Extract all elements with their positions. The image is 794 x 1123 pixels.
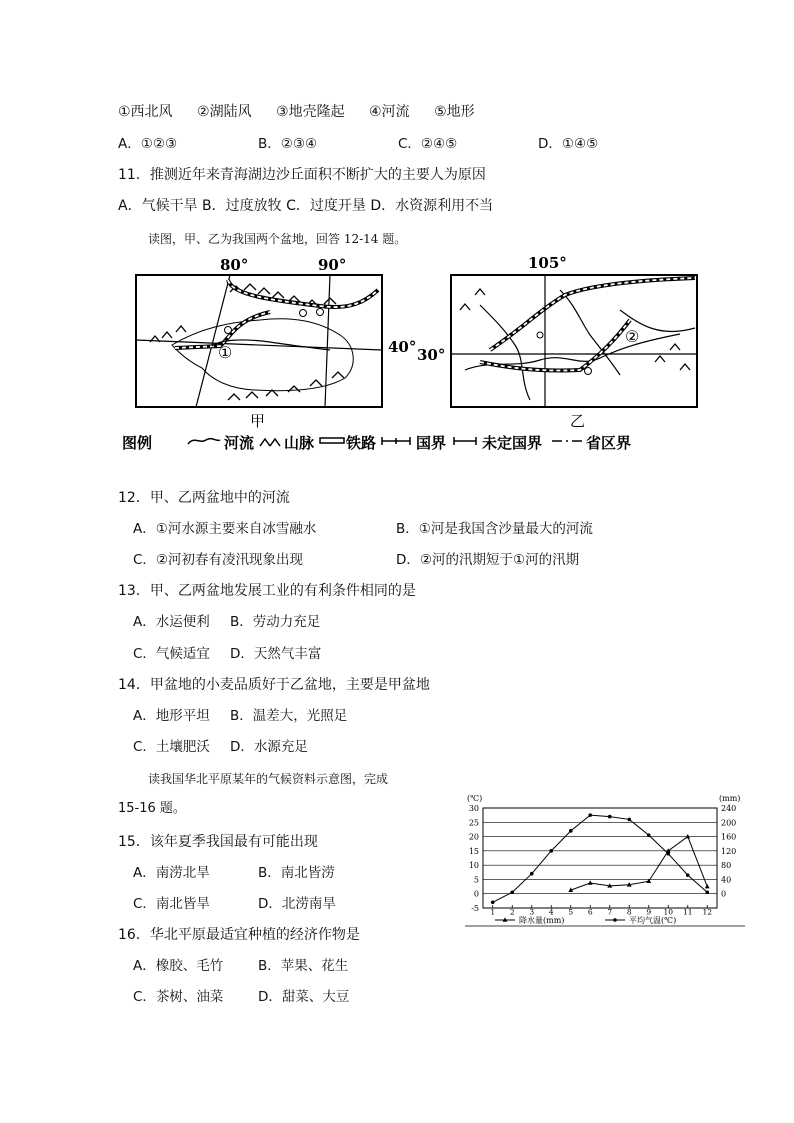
- x-tick-label: 1: [490, 907, 496, 917]
- factor-item: ②湖陆风: [197, 104, 252, 120]
- map-jia-lon1: 80°: [220, 256, 249, 274]
- x-tick-label: 8: [626, 907, 632, 917]
- q10-option-a[interactable]: A．①②③: [118, 136, 178, 152]
- q11-options: [118, 197, 493, 215]
- map-yi-lat: 30°: [417, 346, 446, 364]
- q10-option-c[interactable]: C．②④⑤: [398, 136, 458, 152]
- river: [480, 305, 530, 400]
- map-yi-marker: ②: [625, 327, 640, 346]
- legend-mountain-icon: [260, 439, 280, 446]
- right-tick-label: 160: [721, 832, 737, 842]
- temperature-point: [647, 833, 651, 837]
- q11-option-b[interactable]: B．过度放牧: [202, 198, 282, 214]
- map-jia-caption: 甲: [250, 412, 266, 430]
- right-axis-unit: (mm): [719, 794, 741, 803]
- q14-option-d[interactable]: D．水源充足: [230, 739, 308, 755]
- legend-mountain: 山脉: [284, 434, 315, 452]
- temperature-point: [569, 829, 573, 833]
- q16-stem: 16．华北平原最适宜种植的经济作物是: [118, 927, 360, 943]
- temperature-point: [705, 890, 709, 894]
- factor-item: ③地壳隆起: [276, 104, 345, 120]
- map-intro: 读图，甲、乙为我国两个盆地，回答 12-14 题。: [148, 232, 407, 246]
- temperature-point: [666, 852, 670, 856]
- q15-stem: 15．该年夏季我国最有可能出现: [118, 834, 318, 850]
- railway: [480, 320, 630, 371]
- x-tick-label: 10: [663, 907, 674, 917]
- x-tick-label: 3: [529, 907, 535, 917]
- legend-railway-icon: [320, 438, 344, 443]
- x-tick-label: 2: [509, 907, 515, 917]
- map-yi-caption: 乙: [570, 412, 586, 430]
- left-tick-label: 0: [473, 889, 479, 899]
- map-yi-lon: 105°: [528, 254, 567, 272]
- precipitation-point: [685, 834, 690, 838]
- q10-option-b[interactable]: B．②③④: [258, 136, 318, 152]
- temperature-point: [686, 873, 690, 877]
- legend-river-icon: [188, 439, 220, 444]
- left-tick-label: 20: [468, 832, 479, 842]
- x-tick-label: 12: [702, 907, 713, 917]
- left-tick-label: -5: [471, 904, 479, 913]
- right-tick-label: 0: [721, 889, 727, 899]
- right-tick-label: 200: [721, 818, 737, 828]
- right-tick-label: 80: [721, 861, 732, 871]
- q13-option-d[interactable]: D．天然气丰富: [230, 646, 322, 662]
- temperature-point: [588, 813, 592, 817]
- q14-option-a[interactable]: A．地形平坦: [133, 708, 210, 724]
- left-tick-label: 30: [468, 804, 479, 813]
- q13-option-c[interactable]: C．气候适宜: [133, 646, 210, 662]
- q16-option-b[interactable]: B．苹果、花生: [258, 958, 349, 974]
- x-tick-label: 6: [587, 907, 593, 917]
- q11-stem: 11．推测近年来青海湖边沙丘面积不断扩大的主要人为原因: [118, 167, 486, 183]
- factor-item: ④河流: [369, 104, 410, 120]
- q11-option-d[interactable]: D．水资源利用不当: [370, 198, 494, 214]
- q12-option-c[interactable]: C．②河初春有凌汛现象出现: [133, 552, 304, 568]
- precipitation-point: [705, 884, 710, 888]
- climate-chart: [455, 790, 750, 930]
- temperature-point: [627, 818, 631, 822]
- q15-option-b[interactable]: B．南北皆涝: [258, 865, 335, 881]
- q15-option-d[interactable]: D．北涝南旱: [258, 896, 336, 912]
- q16-option-c[interactable]: C．茶树、油菜: [133, 989, 224, 1005]
- q11-option-c[interactable]: C．过度开垦: [286, 198, 366, 214]
- left-tick-label: 10: [468, 861, 479, 871]
- legend-undetermined: 未定国界: [482, 434, 543, 452]
- q14-option-b[interactable]: B．温差大，光照足: [230, 708, 348, 724]
- temperature-point: [510, 890, 514, 894]
- q16-option-a[interactable]: A．橡胶、毛竹: [133, 958, 224, 974]
- left-axis-unit: (℃): [467, 794, 483, 803]
- q14-option-c[interactable]: C．土壤肥沃: [133, 739, 210, 755]
- map-yi-frame: [451, 275, 697, 407]
- q15-option-a[interactable]: A．南涝北旱: [133, 865, 210, 881]
- map-jia-lon2: 90°: [318, 256, 347, 274]
- legend-province: 省区界: [586, 434, 632, 452]
- legend-railway: 铁路: [346, 434, 377, 452]
- map-jia-marker: ①: [218, 343, 233, 362]
- legend-border-icon: [382, 437, 410, 445]
- q14-stem: 14．甲盆地的小麦品质好于乙盆地，主要是甲盆地: [118, 677, 430, 693]
- q10-factors: [118, 103, 475, 121]
- temperature-point: [549, 849, 553, 853]
- legend-undetermined-icon: [454, 437, 476, 445]
- climate-intro-line1: 读我国华北平原某年的气候资料示意图，完成: [148, 772, 389, 786]
- legend-river: 河流: [224, 434, 255, 452]
- chart-frame: [483, 808, 717, 908]
- q13-stem: 13．甲、乙两盆地发展工业的有利条件相同的是: [118, 583, 416, 599]
- factor-item: ⑤地形: [434, 104, 475, 120]
- legend-precip-label: 降水量(mm): [519, 916, 565, 925]
- x-tick-label: 4: [548, 907, 554, 917]
- x-tick-label: 5: [568, 907, 574, 917]
- legend-temp-marker: [613, 918, 617, 922]
- basin-maps: [120, 250, 730, 460]
- map-jia-lat: 40°: [388, 338, 417, 356]
- right-tick-label: 120: [721, 846, 737, 856]
- right-tick-label: 240: [721, 804, 737, 813]
- series-line: [493, 815, 708, 902]
- factor-item: ①西北风: [118, 104, 173, 120]
- q11-option-a[interactable]: A．气候干旱: [118, 198, 198, 214]
- x-tick-label: 11: [682, 907, 693, 917]
- series-line: [571, 837, 708, 891]
- q13-option-b[interactable]: B．劳动力充足: [230, 614, 321, 630]
- q12-option-d[interactable]: D．②河的汛期短于①河的汛期: [396, 552, 580, 568]
- legend-temp-label: 平均气温(℃): [629, 916, 677, 925]
- left-tick-label: 25: [468, 818, 479, 828]
- legend-border: 国界: [416, 434, 447, 452]
- left-tick-label: 5: [473, 875, 479, 885]
- x-tick-label: 9: [646, 907, 652, 917]
- q16-option-d[interactable]: D．甜菜、大豆: [258, 989, 350, 1005]
- temperature-point: [530, 872, 534, 876]
- left-tick-label: 15: [468, 846, 479, 856]
- q15-option-c[interactable]: C．南北皆旱: [133, 896, 210, 912]
- mountain-range: [150, 326, 186, 342]
- q12-option-b[interactable]: B．①河是我国含沙量最大的河流: [396, 521, 593, 537]
- right-tick-label: 40: [721, 875, 732, 885]
- climate-intro-line2: 15-16 题。: [118, 801, 186, 816]
- temperature-point: [608, 815, 612, 819]
- q12-option-a[interactable]: A．①河水源主要来自冰雪融水: [133, 521, 317, 537]
- q13-option-a[interactable]: A．水运便利: [133, 614, 210, 630]
- q10-option-d[interactable]: D．①④⑤: [538, 136, 599, 152]
- legend-title: 图例: [122, 434, 153, 452]
- precipitation-point: [588, 880, 593, 884]
- temperature-point: [491, 900, 495, 904]
- q12-stem: 12．甲、乙两盆地中的河流: [118, 490, 290, 506]
- x-tick-label: 7: [607, 907, 613, 917]
